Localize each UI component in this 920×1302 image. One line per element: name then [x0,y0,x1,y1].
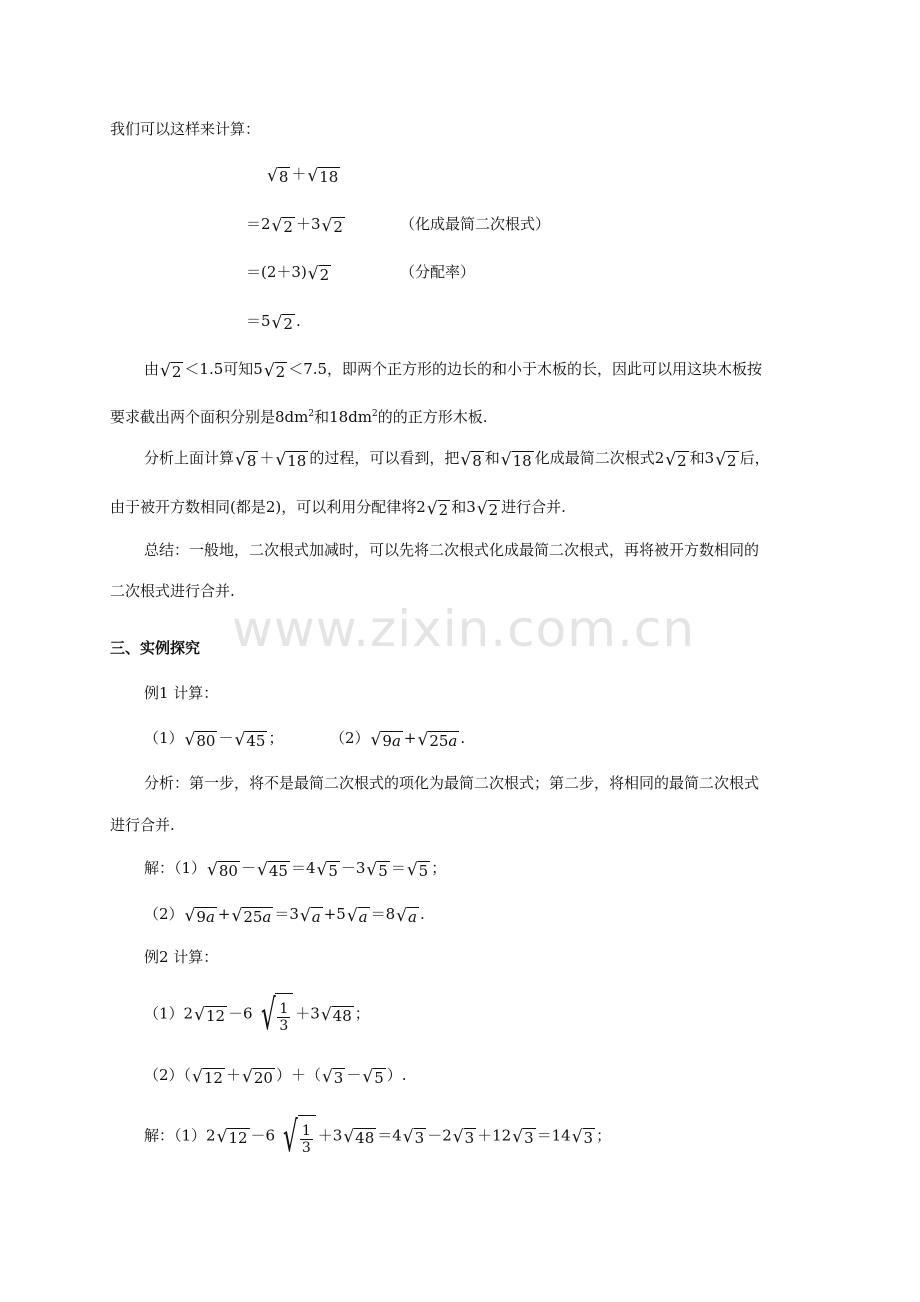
example-1-questions: （1）√80 －√45 ； [144,729,284,750]
example-1-solution-1: 解：（1）√80 －√45 ＝4√5 －3√5 ＝√5 ； [144,859,447,880]
example-1-title: 例1 计算： [144,684,219,702]
sqrt-45: √45 [257,859,288,880]
sqrt-5: √5 [362,1066,384,1087]
watermark: www.zixin.com.cn [232,600,696,658]
sqrt-20: √20 [242,1066,273,1087]
example-2-solution-1: 解：（1）2√12 －6 √ $\frac{1}{3}$ ＋3√48 ＝4√3 －2√3 ＋12√3 ＝14√3 ； [144,1111,612,1161]
sqrt-2: √2 [476,498,499,519]
paragraph-2-line-1: 分析上面计算√8 ＋√18 的过程，可以看到，把√8 和√18 化成最简二次根式2√2 和3√2 后， [144,449,770,470]
sqrt-a: √a [299,905,321,926]
sqrt-48: √48 [320,1005,352,1025]
summary-line-2: 二次根式进行合并. [110,582,235,600]
sqrt-8: √8 [267,165,289,186]
sqrt-2: √2 [271,312,293,333]
sqrt-45: √45 [234,729,266,750]
sqrt-2: √2 [715,449,737,470]
example-2-question-2: （2）（√12 ＋√20 ）＋（√3 －√5 ）. [144,1066,407,1087]
sqrt-2: √2 [271,215,293,236]
summary-line-1: 总结：一般地，二次根式加减时，可以先将二次根式化成最简二次根式，再将被开方数相同的 [144,541,760,559]
calc-note-2: （分配率） [400,263,476,281]
sqrt-18: √18 [307,165,339,186]
sqrt-12: √12 [192,1066,223,1087]
sqrt-3: √3 [571,1127,594,1147]
sqrt-3: √3 [512,1127,534,1147]
sqrt-25a: √25a [417,729,458,750]
example-1-question-2: （2）√9a +√25a . [330,729,466,750]
sqrt-2: √2 [665,449,687,470]
calc-note-1: （化成最简二次根式） [400,215,551,233]
sqrt-9a: √9a [370,729,401,750]
sqrt-3: √3 [321,1066,344,1087]
sqrt-25a: √25a [231,905,272,926]
paragraph-2-line-2: 由于被开方数相同(都是2)，可以利用分配律将2√2 和3√2 进行合并. [110,498,566,519]
sqrt-5: √5 [406,859,429,880]
sqrt-3: √3 [402,1127,425,1147]
sqrt-8: √8 [235,449,257,470]
sqrt-2: √2 [160,360,182,381]
sqrt-18: √18 [500,449,532,470]
calc-line-3: ＝(2＋3)√2 [246,263,330,284]
sqrt-5: √5 [316,859,338,880]
sqrt-a: √a [346,905,368,926]
sqrt-a: √a [396,905,417,926]
sqrt-8: √8 [460,449,482,470]
calc-line-4: ＝5√2 . [246,312,301,333]
sqrt-12: √12 [194,1005,226,1025]
sqrt-one-third: √ $\frac{1}{3}$ [277,1115,316,1158]
sqrt-80: √80 [207,859,238,880]
calc-line-2: ＝2√2 ＋3√2 [246,215,343,236]
sqrt-2: √2 [307,263,330,284]
example-1-analysis-line-2: 进行合并. [110,816,175,834]
example-1-analysis-line-1: 分析：第一步，将不是最简二次根式的项化为最简二次根式；第二步，将相同的最简二次根式 [144,774,760,792]
sqrt-2: √2 [426,498,449,519]
sqrt-3: √3 [452,1127,475,1147]
sqrt-9a: √9a [184,905,215,926]
sqrt-one-third: √ $\frac{1}{3}$ [255,993,294,1036]
example-2-title: 例2 计算： [144,948,219,966]
sqrt-5: √5 [366,859,388,880]
section-heading: 三、实例探究 [110,639,201,657]
example-1-solution-2: （2）√9a +√25a ＝3√a +5√a ＝8√a . [144,905,425,926]
sqrt-2: √2 [263,360,286,381]
example-2-question-1: （1）2√12 －6 √ $\frac{1}{3}$ ＋3√48 ； [144,989,370,1039]
sqrt-2: √2 [321,215,343,236]
paragraph-1-line-1: 由√2 ＜1.5可知5√2 ＜7.5，即两个正方形的边长的和小于木板的长，因此可以用这块木板按 [144,360,763,381]
sqrt-12: √12 [216,1127,248,1147]
paragraph-1-line-2: 要求截出两个面积分别是$8dm^2$和$18dm^2$的的正方形木板. [110,408,488,426]
sqrt-18: √18 [275,449,307,470]
intro-text: 我们可以这样来计算： [110,120,261,138]
calc-line-1: √8 ＋√18 [267,165,339,186]
sqrt-48: √48 [343,1127,375,1147]
sqrt-80: √80 [184,729,216,750]
